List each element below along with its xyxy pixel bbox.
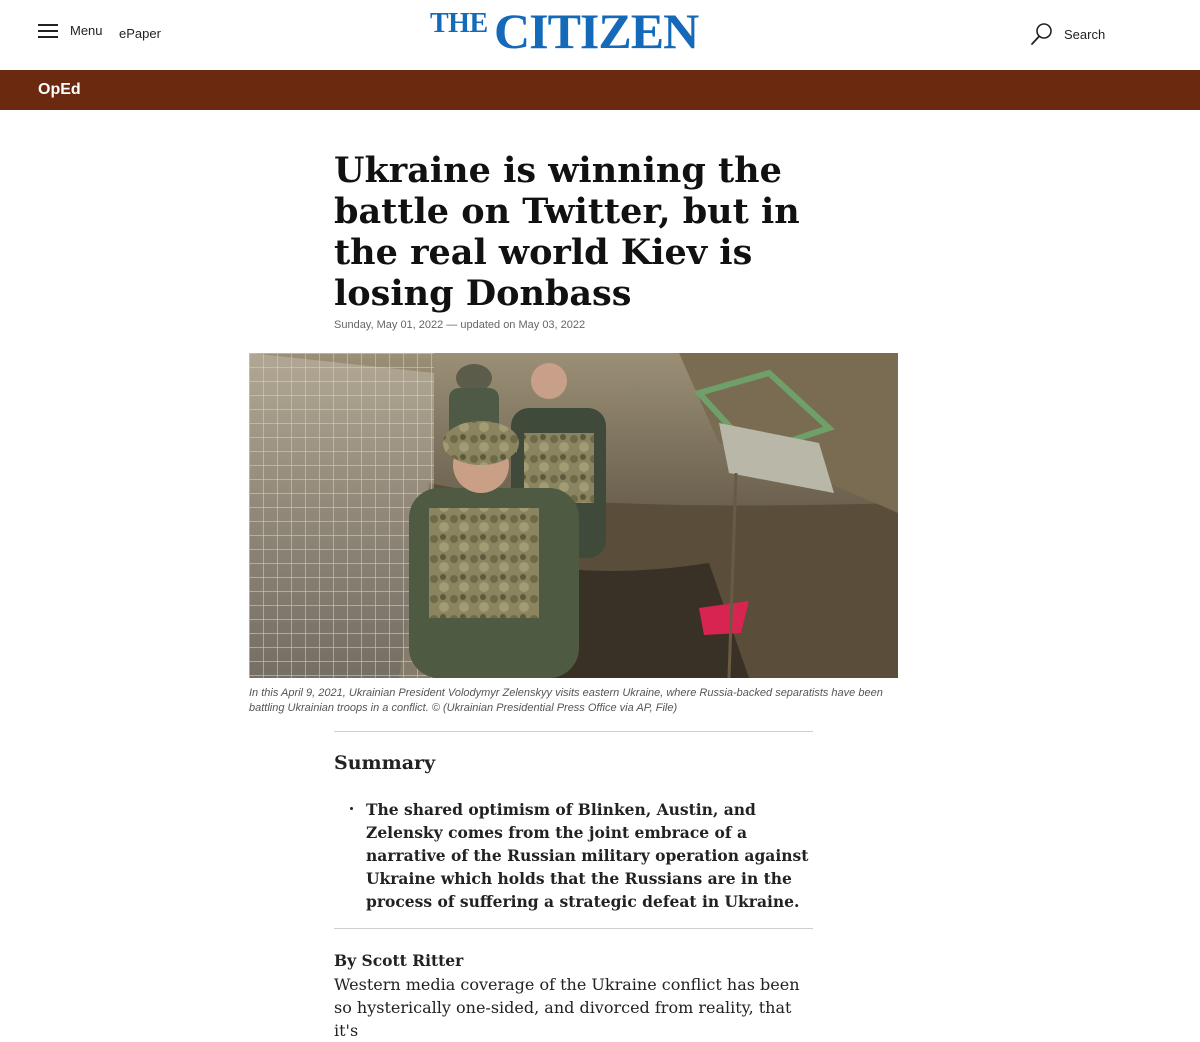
- divider-bottom: [334, 928, 813, 929]
- summary-item-text: The shared optimism of Blinken, Austin, and Zelensky comes from the joint embrace of a narrative of the Russian military operation against Ukraine which holds that the Russians are in the process of suffering a strategic defeat in Ukraine.: [366, 800, 809, 911]
- article-body-first: Western media coverage of the Ukraine conflict has been so hysterically one-sided, and divorced from reality, that it's: [334, 975, 800, 1040]
- summary-heading: Summary: [334, 752, 436, 774]
- article-byline[interactable]: By Scott Ritter: [334, 951, 464, 970]
- logo-citizen: CITIZEN: [494, 3, 699, 59]
- article-photo: [249, 353, 898, 678]
- search-button[interactable]: [1030, 22, 1105, 46]
- search-label: Search: [1064, 26, 1106, 42]
- hamburger-icon: [38, 22, 58, 38]
- menu-label: Menu: [70, 22, 103, 38]
- summary-item: [350, 798, 820, 913]
- logo-the: THE: [430, 8, 488, 39]
- site-logo[interactable]: [430, 2, 720, 62]
- article-headline: Ukraine is winning the battle on Twitter, but in the real world Kiev is losing Donbass: [334, 150, 800, 314]
- section-bar: [0, 70, 1200, 110]
- divider-top: [334, 731, 813, 732]
- menu-button[interactable]: [38, 22, 103, 38]
- bullet-icon: [350, 807, 353, 810]
- photo-caption: In this April 9, 2021, Ukrainian President Volodymyr Zelenskyy visits eastern Ukraine, where Russia-backed separatists have been battling Ukrainian troops in a conflict. © (Ukrainian Presidential Press Office via AP, File): [249, 687, 883, 714]
- article-dateline: Sunday, May 01, 2022 — updated on May 03, 2022: [334, 319, 586, 331]
- site-header: [0, 0, 1200, 70]
- summary-list: [350, 798, 820, 913]
- section-link-oped[interactable]: OpEd: [38, 81, 81, 98]
- epaper-link[interactable]: ePaper: [119, 26, 161, 41]
- search-icon: [1030, 22, 1054, 46]
